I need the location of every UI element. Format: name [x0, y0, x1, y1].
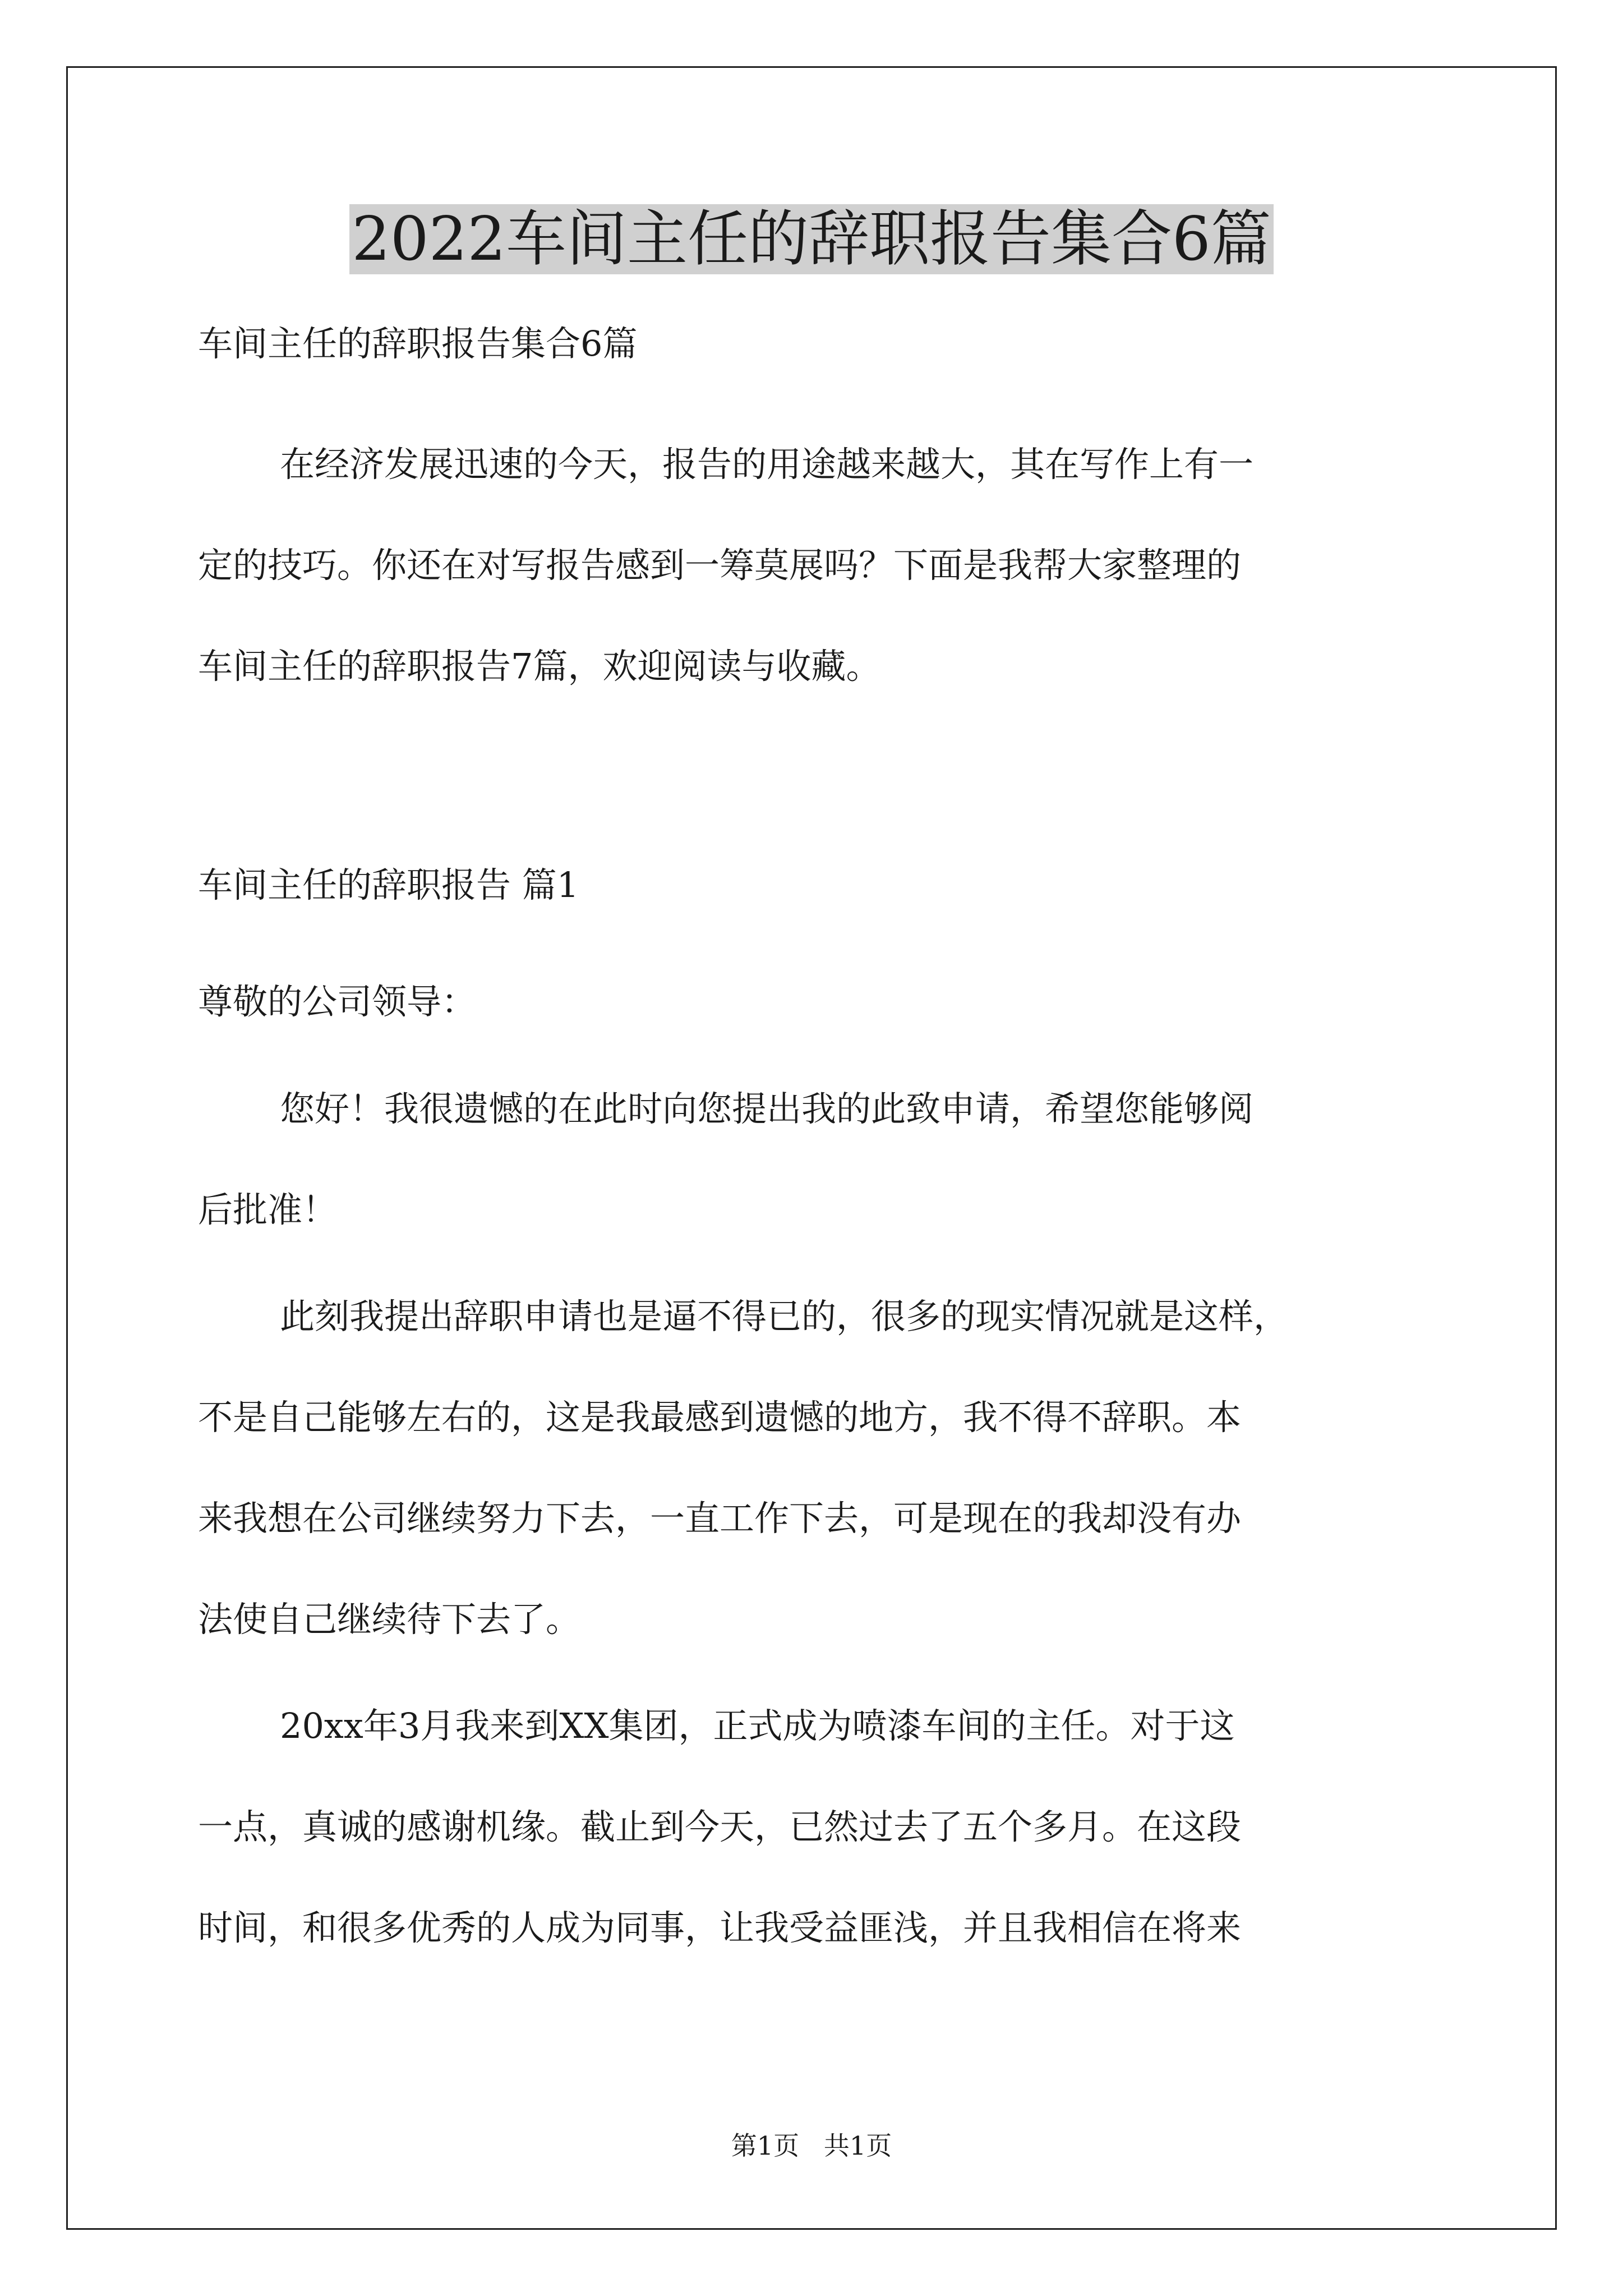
paragraph3-line-2: 一点，真诚的感谢机缘。截止到今天，已然过去了五个多月。在这段 — [198, 1806, 1242, 1847]
paragraph2-line-4: 法使自己继续待下去了。 — [198, 1599, 581, 1640]
document-title-text: 2022车间主任的辞职报告集合6篇 — [349, 204, 1274, 274]
document-subtitle: 车间主任的辞职报告集合6篇 — [198, 323, 638, 364]
salutation: 尊敬的公司领导： — [198, 981, 477, 1022]
paragraph3-line-1: 20xx年3月我来到XX集团，正式成为喷漆车间的主任。对于这 — [280, 1705, 1235, 1746]
page-footer: 第1页 共1页 — [731, 2131, 892, 2161]
intro-line-2: 定的技巧。你还在对写报告感到一筹莫展吗？下面是我帮大家整理的 — [198, 545, 1242, 586]
intro-line-3: 车间主任的辞职报告7篇，欢迎阅读与收藏。 — [198, 646, 881, 687]
paragraph2-line-2: 不是自己能够左右的，这是我最感到遗憾的地方，我不得不辞职。本 — [198, 1397, 1242, 1438]
paragraph3-line-3: 时间，和很多优秀的人成为同事，让我受益匪浅，并且我相信在将来 — [198, 1907, 1242, 1948]
section-heading: 车间主任的辞职报告 篇1 — [198, 864, 579, 905]
paragraph1-line-2: 后批准！ — [198, 1189, 338, 1230]
paragraph2-line-3: 来我想在公司继续努力下去，一直工作下去，可是现在的我却没有办 — [198, 1498, 1242, 1539]
paragraph2-line-1: 此刻我提出辞职申请也是逼不得已的，很多的现实情况就是这样， — [280, 1296, 1289, 1337]
intro-line-1: 在经济发展迅速的今天，报告的用途越来越大，其在写作上有一 — [280, 444, 1254, 485]
paragraph1-line-1: 您好！我很遗憾的在此时向您提出我的此致申请，希望您能够阅 — [280, 1088, 1254, 1129]
document-title — [0, 197, 1623, 282]
